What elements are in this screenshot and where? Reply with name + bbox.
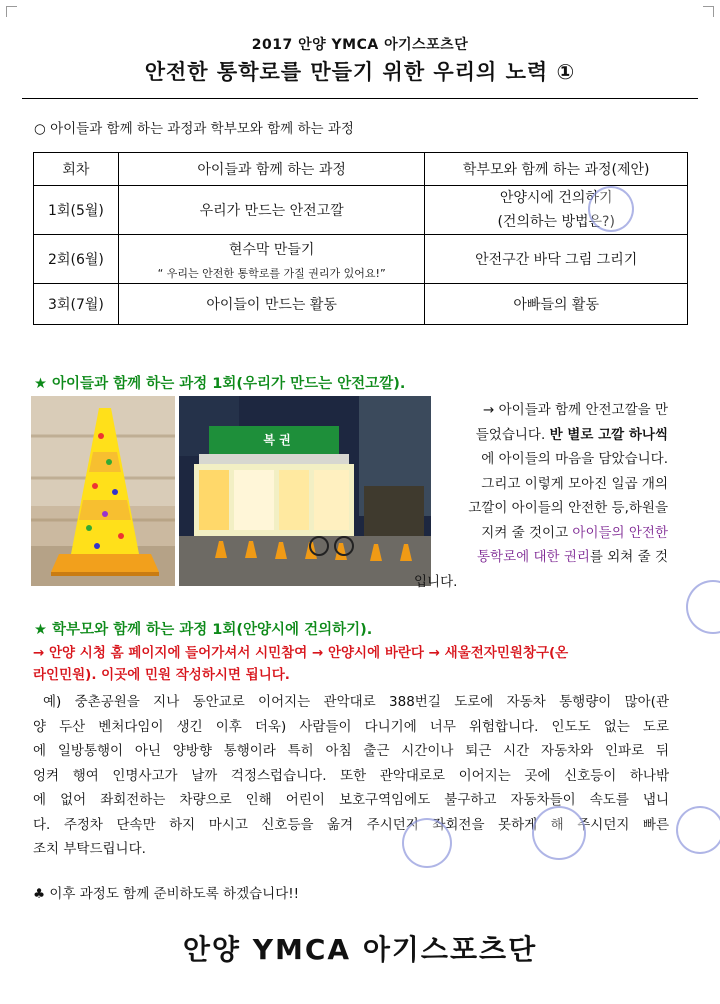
table-header-row xyxy=(34,153,688,186)
text-line: 들었습니다. 반 별로 고깔 하나씩 xyxy=(475,426,668,443)
cone-activity-text xyxy=(414,398,668,594)
banner-slogan: “ 우리는 안전한 통학로를 가질 권리가 있어요!” xyxy=(157,266,386,280)
text-line: 양 두산 벤처다임이 생긴 이후 더욱) 사람들이 다니기에 너무 위험합니다. 인도도 없는 도로 xyxy=(33,718,669,735)
text-line: 지켜 줄 것이고 아이들의 안전한 xyxy=(481,524,668,541)
plan-section-label: ○ 아이들과 함께 하는 과정과 학부모와 함께 하는 과정 xyxy=(34,121,354,137)
table-row xyxy=(34,284,688,325)
title-divider xyxy=(22,98,698,99)
round-cell: 1회(5월) xyxy=(34,186,119,235)
text-line: 에 일방통행이 아닌 양방향 통행이라 특히 아침 출근 시간이나 퇴근 시간 자동차와 인파로 뒤 xyxy=(33,743,669,759)
document-title: 안전한 통학로를 만들기 위한 우리의 노력 ① xyxy=(144,60,576,84)
closing-note: ♣ 이후 과정도 함께 준비하도록 하겠습니다!! xyxy=(33,886,300,902)
overlay-circle xyxy=(676,806,720,854)
kids-activity-cell: 우리가 만드는 안전고깔 xyxy=(118,186,425,235)
footer-organization: 안양 YMCA 아기스포츠단 xyxy=(182,933,538,966)
parents-activity-cell: 아빠들의 활동 xyxy=(425,284,688,325)
overlay-circle xyxy=(532,806,586,860)
text-line: 예) 중촌공원을 지나 동안교로 이어지는 관악대로 388번길 도로에 자동차 통행량이 많아(관 xyxy=(43,694,669,710)
overlay-circle xyxy=(686,580,720,634)
column-header-kids: 아이들과 함께 하는 과정 xyxy=(118,153,425,186)
round-cell: 3회(7월) xyxy=(34,284,119,325)
text-line: 그리고 이렇게 모아진 일곱 개의 xyxy=(481,475,668,492)
page-corner-mark-right xyxy=(703,6,714,17)
text-line: 에 아이들의 마음을 담았습니다. xyxy=(481,451,668,467)
parents-section-heading: ★ 학부모와 함께 하는 과정 1회(안양시에 건의하기). xyxy=(34,622,373,638)
overlay-circle xyxy=(588,186,634,232)
parents-activity: 안양시에 건의하기 xyxy=(499,190,613,206)
safety-cone-photo xyxy=(31,396,175,586)
kids-activity: 현수막 만들기 xyxy=(228,241,315,258)
text-line: 엉켜 행여 인명사고가 날까 걱정스럽습니다. 또한 관악대로로 이어지는 곳에 신호등이 하나밖 xyxy=(33,767,669,784)
text-line: → 아이들과 함께 안전고깔을 만 xyxy=(483,402,668,418)
overlay-circle xyxy=(402,818,452,868)
column-header-parents: 학부모와 함께 하는 과정(제안) xyxy=(425,153,688,186)
store-sign: 복 권 xyxy=(263,433,291,447)
document-subtitle: 2017 안양 YMCA 아기스포츠단 xyxy=(251,37,469,53)
text-line: 조치 부탁드립니다. xyxy=(33,841,146,857)
text-line: 고깔이 아이들의 안전한 등,하원을 xyxy=(468,500,668,516)
parents-activity-note: (건의하는 방법은?) xyxy=(497,214,615,230)
petition-path-line-2: 라인민원). 이곳에 민원 작성하시면 됩니다. xyxy=(33,667,290,683)
kids-activity-cell: 아이들이 만드는 활동 xyxy=(118,284,425,325)
round-cell: 2회(6월) xyxy=(34,235,119,284)
page-corner-mark-left xyxy=(6,6,17,17)
petition-path-line-1: → 안양 시청 홈 페이지에 들어가셔서 시민참여 → 안양시에 바란다 → 새울전자민원창구(온 xyxy=(33,645,569,661)
text-line: 입니다. xyxy=(414,573,458,590)
column-header-round: 회차 xyxy=(34,153,119,186)
text-line: 다. 주정차 단속만 하지 마시고 신호등을 옮겨 주시던지 좌회전을 못하게 해 주시던지 빠른 xyxy=(33,816,669,833)
text-line: 에 없어 좌회전하는 차량으로 인해 어린이 보호구역임에도 불구하고 자동차들이 속도를 냅니 xyxy=(33,792,669,808)
storefront-photo xyxy=(179,396,431,586)
plan-table xyxy=(33,152,688,325)
kids-section-heading: ★ 아이들과 함께 하는 과정 1회(우리가 만드는 안전고깔). xyxy=(34,376,406,392)
table-row xyxy=(34,235,688,284)
kids-activity-cell xyxy=(118,235,425,284)
text-line: 통학로에 대한 권리를 외쳐 줄 것 xyxy=(476,549,668,565)
parents-activity-cell xyxy=(425,186,688,235)
parents-activity-cell: 안전구간 바닥 그림 그리기 xyxy=(425,235,688,284)
